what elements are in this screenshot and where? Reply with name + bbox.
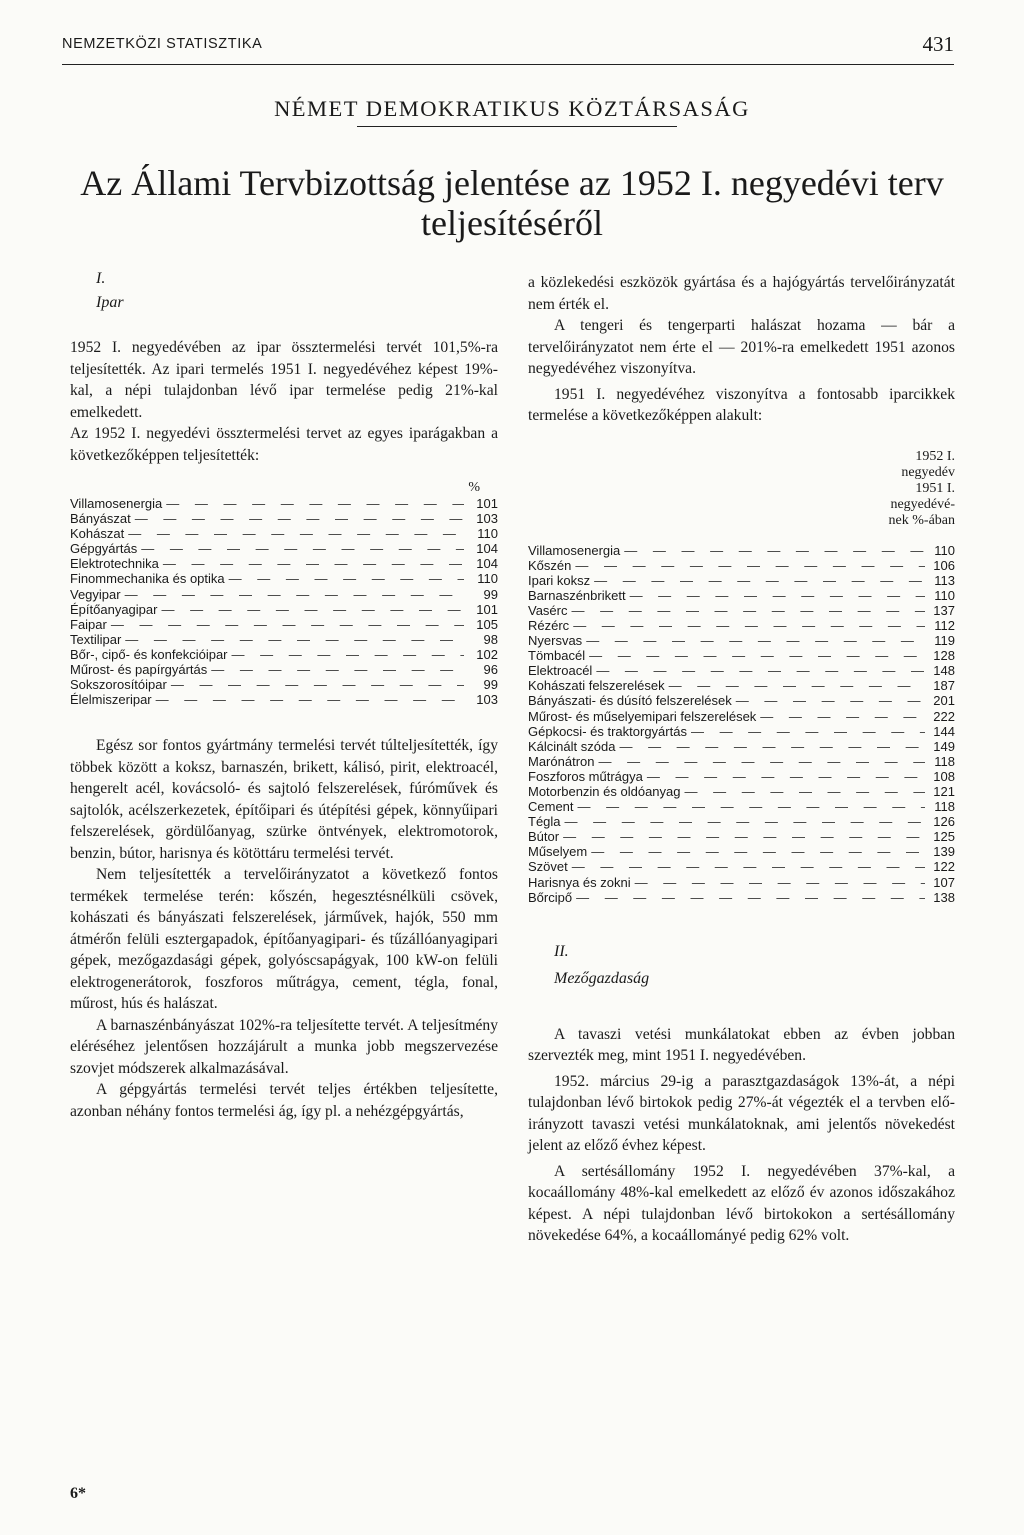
industry-table-row bbox=[70, 571, 498, 586]
running-head-title: NEMZETKÖZI STATISZTIKA bbox=[62, 36, 263, 52]
section-1-title: Ipar bbox=[96, 293, 124, 311]
dash-leader bbox=[590, 573, 925, 588]
industry-table-row-label: Vegyipar bbox=[70, 586, 121, 602]
dash-leader bbox=[732, 693, 925, 708]
products-table-row-value: 106 bbox=[933, 557, 955, 573]
products-table-row-value: 118 bbox=[934, 799, 955, 815]
right-body-paragraph: A sertésállomány 1952 I. negyedévében 37%-kal, a kocaállomány 48%-kal emelkedett az előző év azonos időszakához képest. A népi tulajdonban lévő birtokokon a sertésállomány növekedése 64%, a kocaállományé pedig 62% volt. bbox=[528, 1162, 955, 1245]
article-title bbox=[40, 163, 984, 243]
products-table-row-value: 113 bbox=[934, 572, 955, 588]
products-table-row-label: Elektroacél bbox=[528, 663, 593, 679]
products-table-row bbox=[528, 678, 955, 693]
industry-table-row bbox=[70, 617, 498, 632]
products-table-row-label: Foszforos műtrágya bbox=[528, 768, 643, 784]
industry-table-row-value: 102 bbox=[476, 646, 498, 662]
products-table-row-label: Szövet bbox=[528, 859, 568, 875]
right-body-paragraph: 1952. március 29-ig a parasztgazdaságok 13%-át, a népi tulajdonban lévő birtokok pedig 27%-át végezték el a tervben előirányzott tavaszi vetési munkálatoknak, ami jelentős növekedést jelent az előző évhez képest. bbox=[528, 1072, 955, 1155]
country-heading: NÉMET DEMOKRATIKUS KÖZTÁRSASÁG bbox=[274, 96, 750, 121]
products-table-row-label: Bányászati- és dúsító felszerelések bbox=[528, 693, 732, 709]
products-table-row-value: 110 bbox=[934, 587, 955, 603]
industry-table-row bbox=[70, 677, 498, 692]
products-table-header-line: 1951 I. bbox=[915, 480, 955, 496]
products-table-row-value: 187 bbox=[933, 678, 955, 694]
products-table-row bbox=[528, 558, 955, 573]
dash-leader bbox=[159, 556, 464, 571]
left-body-paragraph: Egész sor fontos gyártmány termelési tervét túlteljesítették, így többek között a koksz, barnaszén, brikett, kálisó, pirit, elektroacél, hengerelt acél, kovácsoló- és sajtoló felszerelések, fúróművek és sajtolók, acélszerkezetek, építőipari és útépítési gépek, könnyűipari felszerelések, gördülőanyag, szürke öntvények, elektromotorok, benzin, bútor, harisnya és kötöttáru termelési tervét. bbox=[70, 737, 498, 862]
products-table-row-value: 139 bbox=[933, 844, 955, 860]
right-column bbox=[528, 272, 955, 1247]
industry-table-row-label: Finommechanika és optika bbox=[70, 571, 225, 587]
industry-table-row bbox=[70, 587, 498, 602]
dash-leader bbox=[568, 603, 926, 618]
left-body-paragraph: A barnaszénbányászat 102%-ra teljesítette tervét. A teljesítmény eléréséhez jelentősen hozzájárult a munka jobb megszervezése szovjet módszerek alkalmazásával. bbox=[70, 1016, 498, 1077]
dash-leader bbox=[587, 844, 925, 859]
products-table-row bbox=[528, 784, 955, 799]
products-table-header bbox=[528, 449, 955, 529]
dash-leader bbox=[687, 724, 925, 739]
products-table-row bbox=[528, 543, 955, 558]
products-table-row-value: 126 bbox=[933, 814, 955, 830]
products-table-row bbox=[528, 693, 955, 708]
products-table-row-value: 125 bbox=[933, 829, 955, 845]
dash-leader bbox=[571, 558, 925, 573]
products-table-row-label: Marónátron bbox=[528, 753, 595, 769]
products-table-row bbox=[528, 588, 955, 603]
dash-leader bbox=[626, 588, 925, 603]
products-table-row-label: Motorbenzin és oldóanyag bbox=[528, 784, 681, 799]
dash-leader bbox=[157, 602, 464, 617]
dash-leader bbox=[568, 859, 925, 874]
products-table-row-label: Nyersvas bbox=[528, 633, 583, 649]
industry-table-row-value: 101 bbox=[476, 601, 498, 617]
products-table-row-value: 112 bbox=[934, 617, 955, 633]
products-table-row bbox=[528, 603, 955, 618]
dash-leader bbox=[756, 709, 925, 724]
dash-leader bbox=[559, 829, 925, 844]
section-2-title: Mezőgazdaság bbox=[554, 970, 650, 988]
industry-table-row-label: Bőr-, cipő- és konfekcióipar bbox=[70, 646, 228, 662]
dash-leader bbox=[681, 784, 926, 799]
running-head bbox=[62, 30, 954, 65]
industry-table-row bbox=[70, 496, 498, 511]
products-table-row-value: 137 bbox=[933, 602, 955, 618]
dash-leader bbox=[121, 587, 464, 602]
right-top-paragraph: A tengeri és tengerparti halászat hozama — bár a tervelőirányzatot nem érte el — 201%-ra emelkedett 1951 azonos negyedévéhez viszonyítva. bbox=[528, 317, 955, 377]
products-table-row bbox=[528, 648, 955, 663]
industry-table-row-label: Sokszorosítóipar bbox=[70, 677, 167, 693]
industry-table-row-label: Építőanyagipar bbox=[70, 601, 158, 617]
left-body-paragraph: Nem teljesítették a tervelőirányzatot a következő fontos termékek termelése terén: kőszén, hegesztésnélküli csövek, kohászati és bányászati felszerelések, járművek, hajók, 550 mm átmérőn felüli esztergapadok, építőanyagipari- és tűzállóanyagipari gépek, mezőgazdasági gépek, golyóscsapágyak, 100 kW-on felüli elektrogenerátorok, foszforos műtrágya, cement, tégla, fonal, műrost, hús és halászat. bbox=[70, 866, 498, 1013]
section-2-number: II. bbox=[554, 942, 569, 960]
products-table-row-label: Műrost- és műselyemipari felszerelések bbox=[528, 708, 757, 724]
products-table-row bbox=[528, 633, 955, 648]
dash-leader bbox=[574, 799, 925, 814]
industry-table-row-value: 103 bbox=[476, 692, 498, 708]
industry-table-row-label: Textilipar bbox=[70, 631, 122, 647]
products-table-row-value: 144 bbox=[933, 723, 955, 739]
products-table-row-label: Gépkocsi- és traktorgyártás bbox=[528, 723, 687, 739]
left-column bbox=[70, 268, 498, 1122]
page-number: 431 bbox=[922, 32, 954, 56]
industry-table-row bbox=[70, 526, 498, 541]
left-body-paragraph: A gépgyártás termelési tervét teljes értékben teljesítette, azonban néhány fontos termelési ág, így pl. a nehézgépgyártás, bbox=[70, 1081, 498, 1120]
products-table-row-label: Rézérc bbox=[528, 617, 570, 633]
industry-table-row-label: Elektrotechnika bbox=[70, 556, 159, 572]
dash-leader bbox=[585, 648, 925, 663]
industry-table-row-value: 99 bbox=[483, 586, 498, 602]
dash-leader bbox=[137, 541, 464, 556]
industry-table-row-label: Villamosenergia bbox=[70, 496, 163, 511]
right-top-paragraph: a közlekedési eszközök gyártása és a hajógyártás tervelőirányzatát nem érték el. bbox=[528, 274, 955, 313]
left-intro-paragraph: 1952 I. negyedévében az ipar össztermelési tervét 101,5%-ra teljesítették. Az ipari termelés 1951 I. negyedévéhez képest 19%-kal, a népi tulajdonban lévő ipar termelése pedig 21%-kal emelkedett. bbox=[70, 339, 498, 421]
industry-table-row bbox=[70, 692, 498, 707]
dash-leader bbox=[228, 647, 464, 662]
products-table-row-label: Vasérc bbox=[528, 602, 568, 618]
dash-leader bbox=[225, 571, 464, 586]
products-table-row bbox=[528, 754, 955, 769]
products-table-row bbox=[528, 875, 955, 890]
products-table-row-label: Kohászati felszerelések bbox=[528, 678, 665, 694]
products-table-row bbox=[528, 618, 955, 633]
products-table-row-value: 222 bbox=[933, 708, 955, 724]
products-table-row bbox=[528, 890, 955, 905]
industry-table-unit: % bbox=[468, 480, 480, 495]
dash-leader bbox=[569, 618, 925, 633]
dash-leader bbox=[121, 632, 464, 647]
products-table-row bbox=[528, 799, 955, 814]
industry-table-row-value: 101 bbox=[476, 496, 498, 511]
products-table-row bbox=[528, 724, 955, 739]
products-table-row-value: 148 bbox=[933, 663, 955, 679]
products-table-header-line: nek %-ában bbox=[888, 512, 955, 528]
industry-table-row bbox=[70, 662, 498, 677]
products-table-row bbox=[528, 859, 955, 874]
products-table-row-label: Kőszén bbox=[528, 557, 572, 573]
industry-table-row-label: Faipar bbox=[70, 616, 107, 632]
right-top-paragraph: 1951 I. negyedévéhez viszonyítva a fontosabb iparcikkek termelése a következőképpen alakult: bbox=[528, 385, 955, 424]
industry-plan-table bbox=[70, 480, 498, 707]
products-table-row bbox=[528, 739, 955, 754]
products-table-row bbox=[528, 573, 955, 588]
industry-table-row-value: 105 bbox=[476, 616, 498, 632]
products-table-row-value: 121 bbox=[933, 784, 955, 799]
products-table-row-value: 107 bbox=[933, 874, 955, 890]
dash-leader bbox=[107, 617, 464, 632]
products-table-row-value: 201 bbox=[933, 693, 955, 709]
dash-leader bbox=[592, 663, 925, 678]
products-table-row bbox=[528, 844, 955, 859]
article-title-line-2: teljesítéséről bbox=[421, 203, 603, 243]
industry-table-row-label: Élelmiszeripar bbox=[70, 692, 152, 708]
products-table-row bbox=[528, 709, 955, 724]
dash-leader bbox=[131, 511, 464, 526]
article-title-line-1: Az Állami Tervbizottság jelentése az 1952 I. negyedévi terv bbox=[80, 163, 944, 203]
industry-table-row bbox=[70, 556, 498, 571]
products-table-row bbox=[528, 769, 955, 784]
products-table-row-label: Barnaszénbrikett bbox=[528, 587, 626, 603]
dash-leader bbox=[124, 526, 464, 541]
products-table-row-value: 119 bbox=[934, 633, 955, 649]
products-table-row-label: Tégla bbox=[528, 814, 561, 830]
products-table-row bbox=[528, 829, 955, 844]
industry-table-row-value: 103 bbox=[476, 511, 498, 527]
products-table-row-value: 138 bbox=[933, 889, 955, 905]
dash-leader bbox=[631, 875, 925, 890]
products-table-row-label: Kálcinált szóda bbox=[528, 738, 616, 754]
products-table-row-label: Bútor bbox=[528, 829, 560, 845]
dash-leader bbox=[582, 633, 925, 648]
industry-table-row bbox=[70, 602, 498, 617]
products-table-row-value: 149 bbox=[933, 738, 955, 754]
dash-leader bbox=[665, 678, 925, 693]
industry-table-row bbox=[70, 541, 498, 556]
products-table-row-value: 118 bbox=[934, 753, 955, 769]
dash-leader bbox=[152, 692, 464, 707]
country-heading-rule bbox=[357, 126, 677, 127]
industry-table-row-label: Bányászat bbox=[70, 511, 131, 527]
industry-table-row-value: 104 bbox=[476, 541, 498, 557]
products-table-header-line: negyedévé- bbox=[890, 496, 955, 512]
products-table bbox=[528, 449, 955, 905]
products-table-row-value: 110 bbox=[934, 542, 955, 558]
industry-table-row bbox=[70, 632, 498, 647]
products-table-row-value: 128 bbox=[933, 648, 955, 664]
industry-table-row-value: 99 bbox=[483, 677, 498, 693]
products-table-row-value: 122 bbox=[933, 859, 955, 875]
signature-mark: 6* bbox=[70, 1485, 86, 1502]
industry-table-row-label: Kohászat bbox=[70, 526, 125, 542]
dash-leader bbox=[594, 754, 925, 769]
industry-table-row-value: 96 bbox=[483, 662, 498, 678]
products-table-row-label: Harisnya és zokni bbox=[528, 874, 631, 890]
products-table-row-label: Bőrcipő bbox=[528, 889, 573, 905]
industry-table-row-value: 110 bbox=[477, 571, 498, 587]
left-intro-paragraph: Az 1952 I. negyedévi össztermelési tervet az egyes iparágakban a következőképpen teljesítették: bbox=[70, 425, 498, 464]
products-table-row-label: Ipari koksz bbox=[528, 572, 591, 588]
dash-leader bbox=[643, 769, 925, 784]
products-table-row-value: 108 bbox=[933, 768, 955, 784]
industry-table-row-label: Gépgyártás bbox=[70, 541, 138, 557]
products-table-row bbox=[528, 663, 955, 678]
industry-table-row-value: 104 bbox=[476, 556, 498, 572]
dash-leader bbox=[162, 496, 464, 511]
industry-table-row bbox=[70, 511, 498, 526]
dash-leader bbox=[572, 890, 925, 905]
dash-leader bbox=[207, 662, 464, 677]
industry-table-row-label: Műrost- és papírgyártás bbox=[70, 662, 208, 678]
section-1-number: I. bbox=[96, 270, 106, 287]
products-table-row-label: Cement bbox=[528, 799, 574, 815]
dash-leader bbox=[561, 814, 925, 829]
dash-leader bbox=[167, 677, 464, 692]
products-table-row-label: Műselyem bbox=[528, 844, 588, 860]
dash-leader bbox=[620, 543, 925, 558]
products-table-row-label: Villamosenergia bbox=[528, 542, 621, 558]
products-table-header-line: negyedév bbox=[901, 464, 955, 480]
industry-table-row-value: 110 bbox=[477, 526, 498, 542]
products-table-row bbox=[528, 814, 955, 829]
products-table-row-label: Tömbacél bbox=[528, 648, 586, 664]
industry-table-row-value: 98 bbox=[483, 631, 498, 647]
dash-leader bbox=[615, 739, 925, 754]
right-body-paragraph: A tavaszi vetési munkálatokat ebben az évben jobban szervezték meg, mint 1951 I. negyedévében. bbox=[528, 1025, 955, 1065]
industry-table-row bbox=[70, 647, 498, 662]
products-table-header-line: 1952 I. bbox=[915, 448, 955, 464]
